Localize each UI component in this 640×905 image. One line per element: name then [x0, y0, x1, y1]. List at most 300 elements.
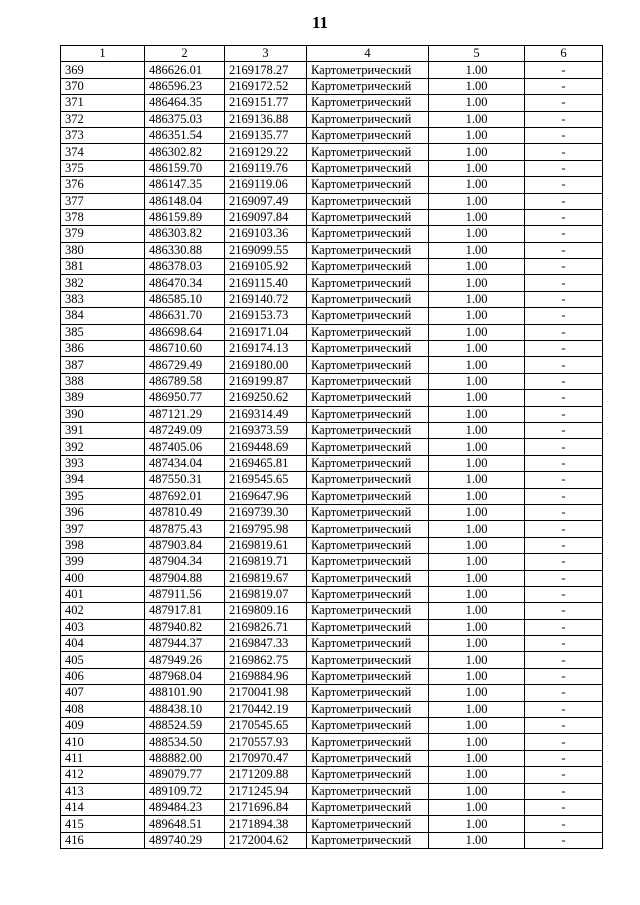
y-coordinate-cell: 2169884.96 [225, 668, 307, 684]
x-coordinate-cell: 487944.37 [145, 636, 225, 652]
x-coordinate-cell: 488882.00 [145, 750, 225, 766]
table-row [61, 570, 603, 586]
method-cell: Картометрический [307, 619, 429, 635]
remark-cell: - [525, 734, 603, 750]
x-coordinate-cell: 486351.54 [145, 127, 225, 143]
y-coordinate-cell: 2171696.84 [225, 799, 307, 815]
table-row [61, 111, 603, 127]
x-coordinate-cell: 488438.10 [145, 701, 225, 717]
remark-cell: - [525, 799, 603, 815]
method-cell: Картометрический [307, 701, 429, 717]
point-number-cell: 398 [61, 537, 145, 553]
point-number-cell: 379 [61, 226, 145, 242]
table-row [61, 636, 603, 652]
remark-cell: - [525, 341, 603, 357]
remark-cell: - [525, 668, 603, 684]
accuracy-cell: 1.00 [429, 799, 525, 815]
point-number-cell: 404 [61, 636, 145, 652]
accuracy-cell: 1.00 [429, 422, 525, 438]
accuracy-cell: 1.00 [429, 111, 525, 127]
accuracy-cell: 1.00 [429, 259, 525, 275]
column-header: 6 [525, 46, 603, 62]
y-coordinate-cell: 2169819.07 [225, 586, 307, 602]
point-number-cell: 383 [61, 291, 145, 307]
table-row [61, 685, 603, 701]
point-number-cell: 399 [61, 554, 145, 570]
table-row [61, 586, 603, 602]
x-coordinate-cell: 486147.35 [145, 177, 225, 193]
x-coordinate-cell: 486375.03 [145, 111, 225, 127]
remark-cell: - [525, 242, 603, 258]
x-coordinate-cell: 489648.51 [145, 816, 225, 832]
accuracy-cell: 1.00 [429, 209, 525, 225]
x-coordinate-cell: 486585.10 [145, 291, 225, 307]
point-number-cell: 412 [61, 767, 145, 783]
method-cell: Картометрический [307, 127, 429, 143]
remark-cell: - [525, 439, 603, 455]
remark-cell: - [525, 324, 603, 340]
y-coordinate-cell: 2169809.16 [225, 603, 307, 619]
y-coordinate-cell: 2169795.98 [225, 521, 307, 537]
table-row [61, 406, 603, 422]
method-cell: Картометрический [307, 275, 429, 291]
x-coordinate-cell: 487434.04 [145, 455, 225, 471]
accuracy-cell: 1.00 [429, 193, 525, 209]
y-coordinate-cell: 2169180.00 [225, 357, 307, 373]
table-row [61, 767, 603, 783]
table-row [61, 226, 603, 242]
y-coordinate-cell: 2170545.65 [225, 718, 307, 734]
table-row [61, 193, 603, 209]
remark-cell: - [525, 357, 603, 373]
column-header: 3 [225, 46, 307, 62]
accuracy-cell: 1.00 [429, 701, 525, 717]
x-coordinate-cell: 486303.82 [145, 226, 225, 242]
method-cell: Картометрический [307, 111, 429, 127]
point-number-cell: 396 [61, 504, 145, 520]
point-number-cell: 403 [61, 619, 145, 635]
y-coordinate-cell: 2169153.73 [225, 308, 307, 324]
method-cell: Картометрический [307, 668, 429, 684]
y-coordinate-cell: 2171245.94 [225, 783, 307, 799]
accuracy-cell: 1.00 [429, 78, 525, 94]
remark-cell: - [525, 783, 603, 799]
point-number-cell: 390 [61, 406, 145, 422]
point-number-cell: 416 [61, 832, 145, 848]
method-cell: Картометрический [307, 832, 429, 848]
remark-cell: - [525, 619, 603, 635]
x-coordinate-cell: 487550.31 [145, 472, 225, 488]
method-cell: Картометрический [307, 226, 429, 242]
table-row [61, 95, 603, 111]
accuracy-cell: 1.00 [429, 127, 525, 143]
column-header: 1 [61, 46, 145, 62]
point-number-cell: 385 [61, 324, 145, 340]
table-row [61, 160, 603, 176]
accuracy-cell: 1.00 [429, 636, 525, 652]
table-row [61, 144, 603, 160]
accuracy-cell: 1.00 [429, 504, 525, 520]
method-cell: Картометрический [307, 570, 429, 586]
table-header-row [61, 46, 603, 62]
method-cell: Картометрический [307, 291, 429, 307]
x-coordinate-cell: 486148.04 [145, 193, 225, 209]
accuracy-cell: 1.00 [429, 832, 525, 848]
point-number-cell: 377 [61, 193, 145, 209]
remark-cell: - [525, 554, 603, 570]
y-coordinate-cell: 2169178.27 [225, 62, 307, 78]
accuracy-cell: 1.00 [429, 455, 525, 471]
point-number-cell: 401 [61, 586, 145, 602]
method-cell: Картометрический [307, 177, 429, 193]
remark-cell: - [525, 816, 603, 832]
x-coordinate-cell: 486159.89 [145, 209, 225, 225]
y-coordinate-cell: 2169103.36 [225, 226, 307, 242]
table-row [61, 390, 603, 406]
table-row [61, 554, 603, 570]
method-cell: Картометрический [307, 95, 429, 111]
point-number-cell: 414 [61, 799, 145, 815]
point-number-cell: 397 [61, 521, 145, 537]
x-coordinate-cell: 489079.77 [145, 767, 225, 783]
x-coordinate-cell: 486596.23 [145, 78, 225, 94]
method-cell: Картометрический [307, 603, 429, 619]
y-coordinate-cell: 2169171.04 [225, 324, 307, 340]
y-coordinate-cell: 2169172.52 [225, 78, 307, 94]
y-coordinate-cell: 2169199.87 [225, 373, 307, 389]
remark-cell: - [525, 193, 603, 209]
x-coordinate-cell: 488534.50 [145, 734, 225, 750]
table-row [61, 422, 603, 438]
method-cell: Картометрический [307, 636, 429, 652]
point-number-cell: 394 [61, 472, 145, 488]
remark-cell: - [525, 636, 603, 652]
table-row [61, 357, 603, 373]
table-row [61, 341, 603, 357]
method-cell: Картометрический [307, 718, 429, 734]
accuracy-cell: 1.00 [429, 373, 525, 389]
y-coordinate-cell: 2170041.98 [225, 685, 307, 701]
table-row [61, 619, 603, 635]
method-cell: Картометрический [307, 144, 429, 160]
method-cell: Картометрический [307, 783, 429, 799]
table-row [61, 816, 603, 832]
method-cell: Картометрический [307, 652, 429, 668]
accuracy-cell: 1.00 [429, 144, 525, 160]
point-number-cell: 370 [61, 78, 145, 94]
y-coordinate-cell: 2171894.38 [225, 816, 307, 832]
y-coordinate-cell: 2169448.69 [225, 439, 307, 455]
table-row [61, 209, 603, 225]
accuracy-cell: 1.00 [429, 816, 525, 832]
point-number-cell: 386 [61, 341, 145, 357]
x-coordinate-cell: 487968.04 [145, 668, 225, 684]
accuracy-cell: 1.00 [429, 62, 525, 78]
table-row [61, 373, 603, 389]
y-coordinate-cell: 2169140.72 [225, 291, 307, 307]
y-coordinate-cell: 2171209.88 [225, 767, 307, 783]
y-coordinate-cell: 2169739.30 [225, 504, 307, 520]
point-number-cell: 406 [61, 668, 145, 684]
x-coordinate-cell: 486464.35 [145, 95, 225, 111]
x-coordinate-cell: 487405.06 [145, 439, 225, 455]
point-number-cell: 405 [61, 652, 145, 668]
y-coordinate-cell: 2169135.77 [225, 127, 307, 143]
page-number: 11 [311, 13, 329, 32]
remark-cell: - [525, 832, 603, 848]
accuracy-cell: 1.00 [429, 603, 525, 619]
point-number-cell: 387 [61, 357, 145, 373]
table-row [61, 275, 603, 291]
method-cell: Картометрический [307, 160, 429, 176]
point-number-cell: 378 [61, 209, 145, 225]
table-row [61, 177, 603, 193]
accuracy-cell: 1.00 [429, 242, 525, 258]
table-row [61, 472, 603, 488]
method-cell: Картометрический [307, 504, 429, 520]
accuracy-cell: 1.00 [429, 291, 525, 307]
remark-cell: - [525, 718, 603, 734]
method-cell: Картометрический [307, 488, 429, 504]
x-coordinate-cell: 489109.72 [145, 783, 225, 799]
remark-cell: - [525, 308, 603, 324]
accuracy-cell: 1.00 [429, 652, 525, 668]
y-coordinate-cell: 2169099.55 [225, 242, 307, 258]
table-row [61, 259, 603, 275]
accuracy-cell: 1.00 [429, 537, 525, 553]
method-cell: Картометрический [307, 554, 429, 570]
accuracy-cell: 1.00 [429, 324, 525, 340]
x-coordinate-cell: 488101.90 [145, 685, 225, 701]
table-row [61, 832, 603, 848]
method-cell: Картометрический [307, 472, 429, 488]
method-cell: Картометрический [307, 439, 429, 455]
x-coordinate-cell: 486330.88 [145, 242, 225, 258]
accuracy-cell: 1.00 [429, 750, 525, 766]
method-cell: Картометрический [307, 767, 429, 783]
y-coordinate-cell: 2172004.62 [225, 832, 307, 848]
column-header: 4 [307, 46, 429, 62]
table-row [61, 701, 603, 717]
x-coordinate-cell: 487121.29 [145, 406, 225, 422]
method-cell: Картометрический [307, 341, 429, 357]
remark-cell: - [525, 652, 603, 668]
method-cell: Картометрический [307, 685, 429, 701]
accuracy-cell: 1.00 [429, 160, 525, 176]
remark-cell: - [525, 521, 603, 537]
y-coordinate-cell: 2169545.65 [225, 472, 307, 488]
table-row [61, 488, 603, 504]
accuracy-cell: 1.00 [429, 734, 525, 750]
y-coordinate-cell: 2169136.88 [225, 111, 307, 127]
y-coordinate-cell: 2169819.71 [225, 554, 307, 570]
accuracy-cell: 1.00 [429, 521, 525, 537]
y-coordinate-cell: 2169314.49 [225, 406, 307, 422]
x-coordinate-cell: 487940.82 [145, 619, 225, 635]
x-coordinate-cell: 486950.77 [145, 390, 225, 406]
accuracy-cell: 1.00 [429, 275, 525, 291]
point-number-cell: 392 [61, 439, 145, 455]
accuracy-cell: 1.00 [429, 341, 525, 357]
y-coordinate-cell: 2169826.71 [225, 619, 307, 635]
point-number-cell: 410 [61, 734, 145, 750]
point-number-cell: 407 [61, 685, 145, 701]
point-number-cell: 388 [61, 373, 145, 389]
remark-cell: - [525, 455, 603, 471]
remark-cell: - [525, 472, 603, 488]
method-cell: Картометрический [307, 390, 429, 406]
method-cell: Картометрический [307, 406, 429, 422]
point-number-cell: 395 [61, 488, 145, 504]
method-cell: Картометрический [307, 62, 429, 78]
table-row [61, 455, 603, 471]
x-coordinate-cell: 487911.56 [145, 586, 225, 602]
table-row [61, 127, 603, 143]
remark-cell: - [525, 275, 603, 291]
accuracy-cell: 1.00 [429, 685, 525, 701]
accuracy-cell: 1.00 [429, 177, 525, 193]
y-coordinate-cell: 2169129.22 [225, 144, 307, 160]
point-number-cell: 409 [61, 718, 145, 734]
y-coordinate-cell: 2169119.06 [225, 177, 307, 193]
point-number-cell: 400 [61, 570, 145, 586]
point-number-cell: 372 [61, 111, 145, 127]
y-coordinate-cell: 2169647.96 [225, 488, 307, 504]
accuracy-cell: 1.00 [429, 472, 525, 488]
method-cell: Картометрический [307, 422, 429, 438]
point-number-cell: 380 [61, 242, 145, 258]
point-number-cell: 411 [61, 750, 145, 766]
x-coordinate-cell: 487903.84 [145, 537, 225, 553]
point-number-cell: 408 [61, 701, 145, 717]
accuracy-cell: 1.00 [429, 783, 525, 799]
x-coordinate-cell: 486470.34 [145, 275, 225, 291]
accuracy-cell: 1.00 [429, 226, 525, 242]
x-coordinate-cell: 486789.58 [145, 373, 225, 389]
point-number-cell: 371 [61, 95, 145, 111]
method-cell: Картометрический [307, 521, 429, 537]
y-coordinate-cell: 2170557.93 [225, 734, 307, 750]
method-cell: Картометрический [307, 373, 429, 389]
table-row [61, 799, 603, 815]
accuracy-cell: 1.00 [429, 95, 525, 111]
remark-cell: - [525, 422, 603, 438]
table-row [61, 652, 603, 668]
remark-cell: - [525, 750, 603, 766]
point-number-cell: 376 [61, 177, 145, 193]
table-row [61, 537, 603, 553]
accuracy-cell: 1.00 [429, 439, 525, 455]
y-coordinate-cell: 2169151.77 [225, 95, 307, 111]
remark-cell: - [525, 78, 603, 94]
accuracy-cell: 1.00 [429, 718, 525, 734]
point-number-cell: 374 [61, 144, 145, 160]
method-cell: Картометрический [307, 799, 429, 815]
table-row [61, 324, 603, 340]
method-cell: Картометрический [307, 816, 429, 832]
x-coordinate-cell: 486378.03 [145, 259, 225, 275]
x-coordinate-cell: 487875.43 [145, 521, 225, 537]
x-coordinate-cell: 487692.01 [145, 488, 225, 504]
accuracy-cell: 1.00 [429, 668, 525, 684]
accuracy-cell: 1.00 [429, 619, 525, 635]
accuracy-cell: 1.00 [429, 488, 525, 504]
y-coordinate-cell: 2169465.81 [225, 455, 307, 471]
table-row [61, 521, 603, 537]
point-number-cell: 381 [61, 259, 145, 275]
x-coordinate-cell: 487949.26 [145, 652, 225, 668]
x-coordinate-cell: 487249.09 [145, 422, 225, 438]
remark-cell: - [525, 488, 603, 504]
x-coordinate-cell: 487904.88 [145, 570, 225, 586]
remark-cell: - [525, 767, 603, 783]
accuracy-cell: 1.00 [429, 357, 525, 373]
point-number-cell: 369 [61, 62, 145, 78]
remark-cell: - [525, 226, 603, 242]
remark-cell: - [525, 259, 603, 275]
accuracy-cell: 1.00 [429, 767, 525, 783]
method-cell: Картометрический [307, 734, 429, 750]
point-number-cell: 415 [61, 816, 145, 832]
point-number-cell: 393 [61, 455, 145, 471]
table-body [61, 62, 603, 849]
y-coordinate-cell: 2169250.62 [225, 390, 307, 406]
coordinates-table [60, 45, 603, 849]
y-coordinate-cell: 2169862.75 [225, 652, 307, 668]
table-row [61, 242, 603, 258]
table-row [61, 439, 603, 455]
table-row [61, 603, 603, 619]
x-coordinate-cell: 487810.49 [145, 504, 225, 520]
accuracy-cell: 1.00 [429, 406, 525, 422]
x-coordinate-cell: 488524.59 [145, 718, 225, 734]
y-coordinate-cell: 2169373.59 [225, 422, 307, 438]
method-cell: Картометрический [307, 308, 429, 324]
remark-cell: - [525, 603, 603, 619]
point-number-cell: 382 [61, 275, 145, 291]
y-coordinate-cell: 2169819.67 [225, 570, 307, 586]
x-coordinate-cell: 486710.60 [145, 341, 225, 357]
x-coordinate-cell: 486626.01 [145, 62, 225, 78]
table-row [61, 750, 603, 766]
x-coordinate-cell: 486302.82 [145, 144, 225, 160]
method-cell: Картометрический [307, 324, 429, 340]
x-coordinate-cell: 486631.70 [145, 308, 225, 324]
point-number-cell: 402 [61, 603, 145, 619]
point-number-cell: 373 [61, 127, 145, 143]
table-row [61, 78, 603, 94]
remark-cell: - [525, 406, 603, 422]
point-number-cell: 384 [61, 308, 145, 324]
method-cell: Картометрический [307, 259, 429, 275]
remark-cell: - [525, 586, 603, 602]
x-coordinate-cell: 487904.34 [145, 554, 225, 570]
method-cell: Картометрический [307, 750, 429, 766]
y-coordinate-cell: 2169097.84 [225, 209, 307, 225]
accuracy-cell: 1.00 [429, 554, 525, 570]
table-row [61, 291, 603, 307]
column-header: 5 [429, 46, 525, 62]
remark-cell: - [525, 111, 603, 127]
remark-cell: - [525, 504, 603, 520]
point-number-cell: 413 [61, 783, 145, 799]
remark-cell: - [525, 373, 603, 389]
remark-cell: - [525, 537, 603, 553]
x-coordinate-cell: 486729.49 [145, 357, 225, 373]
table-row [61, 668, 603, 684]
remark-cell: - [525, 127, 603, 143]
remark-cell: - [525, 144, 603, 160]
